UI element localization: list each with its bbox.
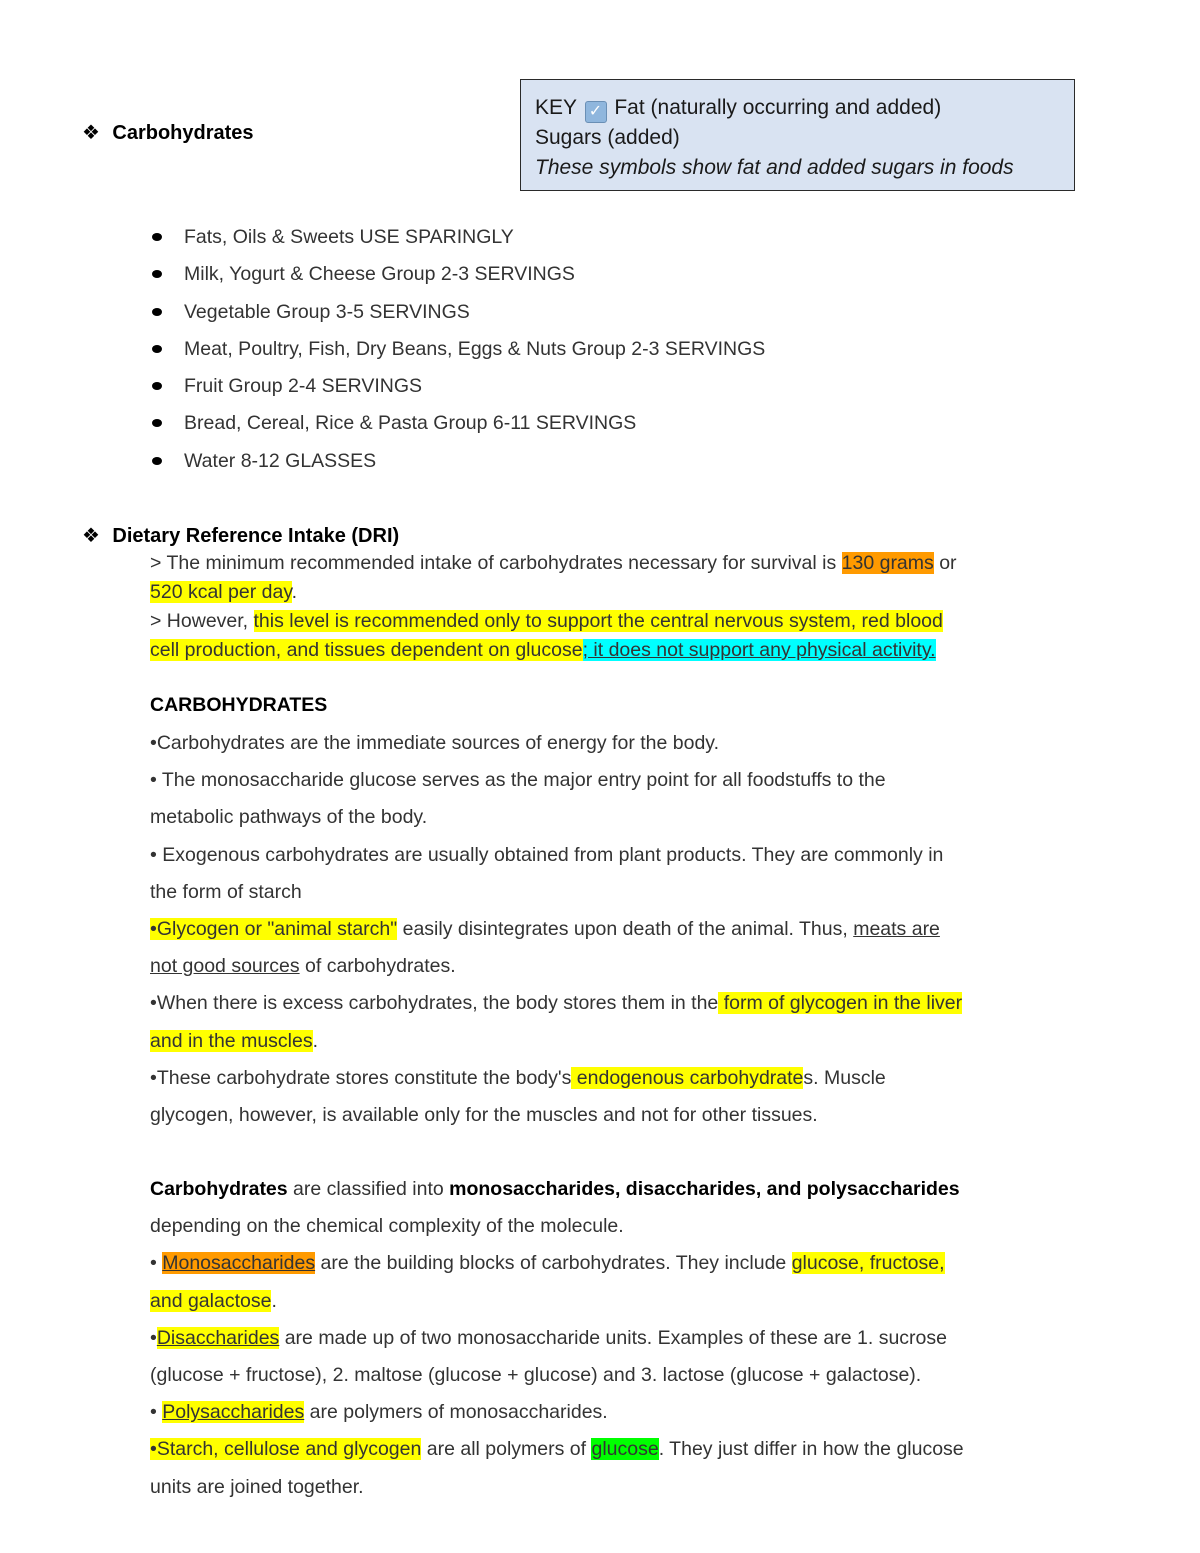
key-line-1 [535,93,1074,123]
carbohydrates-body: •Carbohydrates are the immediate sources of energy for the body. • The monosaccharide glucose serves as the major entry point for all foodstuffs to the metabolic pathways of the body. • Exogenous carbohydrates are usually obtained from plant products. They are commonly in the form of starch •Glycogen or "animal starch" easily disintegrates upon death of the animal. Thus, meats are not good sources of carbohydrates. •When there is excess carbohydrates, the body stores them in the form of glycogen in the liver and in the muscles. •These carbohydrate stores constitute the body's endogenous carbohydrates. Muscle glycogen, however, is available only for the muscles and not for other tissues. [150,732,963,1127]
section-title: Carbohydrates [112,122,254,144]
food-pyramid-list [152,222,765,483]
bullet-dot-icon [152,345,162,353]
classification-body: Carbohydrates are classified into monosaccharides, disaccharides, and polysaccharides depending on the chemical complexity of the molecule. • Monosaccharides are the building blocks of carbohydrates. They include glucose, fructose, and galactose. •Disaccharides are made up of two monosaccharide units. Examples of these are 1. sucrose (glucose + fructose), 2. maltose (glucose + glucose) and 3. lactose (glucose + galactose). • Polysaccharides are polymers of monosaccharides. •Starch, cellulose and glycogen are all polymers of glucose. They just differ in how the glucose units are joined together. [150,1178,964,1498]
section-carbohydrates [82,120,254,145]
list-item: Fruit Group 2-4 SERVINGS [152,371,765,408]
list-item: Milk, Yogurt & Cheese Group 2-3 SERVINGS [152,259,765,296]
diamond-bullet-icon: ❖ [82,525,100,547]
bullet-dot-icon [152,382,162,390]
key-label: KEY [535,96,577,119]
bullet-dot-icon [152,270,162,278]
bullet-dot-icon [152,308,162,316]
list-item: Vegetable Group 3-5 SERVINGS [152,297,765,334]
section-title: Dietary Reference Intake (DRI) [112,525,400,547]
checkbox-icon: ✓ [585,101,607,123]
diamond-bullet-icon: ❖ [82,122,100,144]
bullet-dot-icon [152,457,162,465]
key-fat-text: Fat (naturally occurring and added) [614,96,942,119]
key-sugars-text: Sugars (added) [535,126,680,149]
list-item: Meat, Poultry, Fish, Dry Beans, Eggs & Nuts Group 2-3 SERVINGS [152,334,765,371]
list-item: Water 8-12 GLASSES [152,446,765,483]
carbohydrates-heading: CARBOHYDRATES [150,694,328,716]
bullet-dot-icon [152,233,162,241]
key-description: These symbols show fat and added sugars in foods [535,156,1014,179]
section-dri [82,523,399,548]
bullet-dot-icon [152,419,162,427]
list-item: Fats, Oils & Sweets USE SPARINGLY [152,222,765,259]
dri-paragraph: > The minimum recommended intake of carbohydrates necessary for survival is 130 grams or 520 kcal per day. > However, this level is recommended only to support the central nervous system, red blood cell production, and tissues dependent on glucose; it does not support any physical activity. [150,552,957,661]
list-item: Bread, Cereal, Rice & Pasta Group 6-11 SERVINGS [152,408,765,445]
key-box [520,79,1075,191]
